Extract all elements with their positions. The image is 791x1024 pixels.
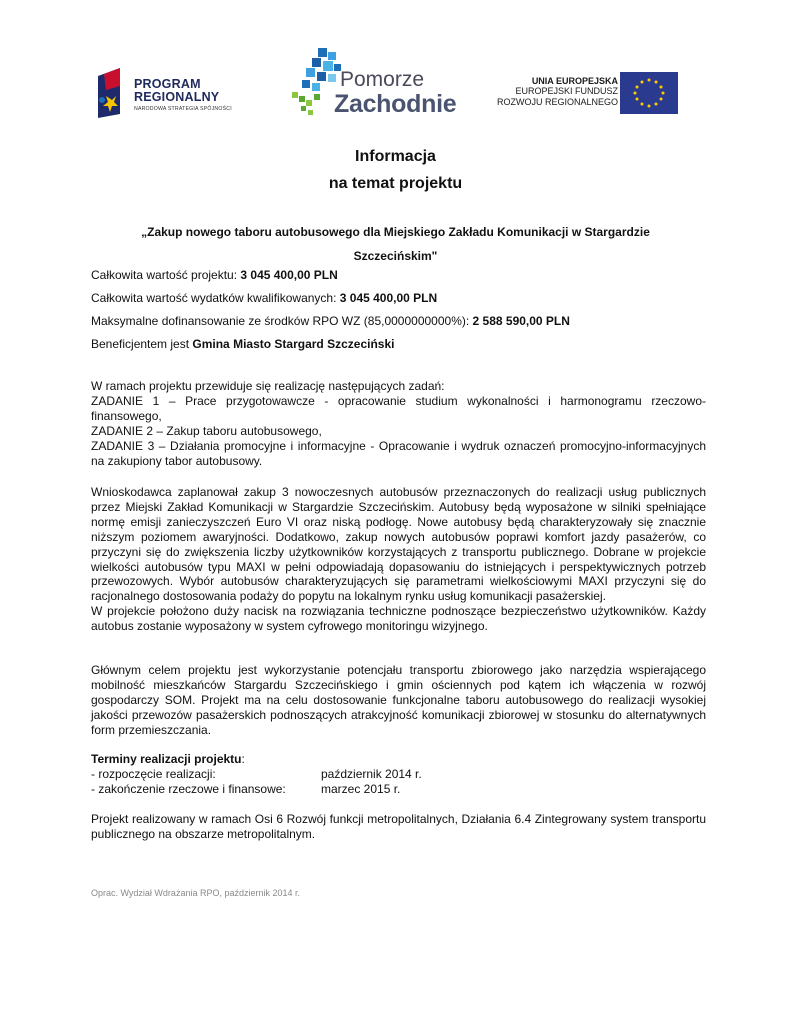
description-paragraph-1: Wnioskodawca zaplanował zakup 3 nowoczesnych autobusów przeznaczonych do realizacji usług publicznych przez Miejski Zakład Komunikacji w Stargardzie Szczecińskim. Autobusy będą wyposażone w silniki spełniające normę emisji zanieczyszczeń Euro VI oraz niską podłogę. Nowe autobusy będą charakteryzowały się znacznie niższym poziomem awaryjności. Dodatkowo, zakup nowych autobusów poprawi komfort jazdy pasażerów, co przyczyni się do zwiększenia liczby użytkowników korzystających z transportu publicznego. Dobrane w projekcie wielkości autobusów typu MAXI w pełni odpowiadają dopasowaniu do istniejących i perspektywicznych potrzeb przewozowych. Wybór autobusów charakteryzujących się parametrami wielkościowymi MAXI przyczyni się do racjonalnego dostosowania podaży do popytu na lokalnym rynku usług komunikacji pasażerskiej. [91, 485, 706, 604]
eu-line2: EUROPEJSKI FUNDUSZ [515, 86, 618, 96]
pomorze-line1: Pomorze [340, 68, 425, 91]
closing-section [91, 812, 706, 842]
program-line1: PROGRAM [134, 77, 201, 91]
eligible-value-label: Całkowita wartość wydatków kwalifikowanych: [91, 291, 340, 305]
cofund-line [91, 314, 570, 328]
eligible-value-line [91, 291, 437, 305]
term-start-value: październik 2014 r. [321, 766, 422, 781]
program-line3: NARODOWA STRATEGIA SPÓJNOŚCI [134, 106, 232, 112]
description-section [91, 485, 706, 634]
term-start-row [91, 767, 706, 782]
pomorze-line2: Zachodnie [334, 90, 457, 118]
beneficiary-value: Gmina Miasto Stargard Szczeciński [192, 337, 395, 351]
eligible-value: 3 045 400,00 PLN [339, 291, 438, 305]
eu-line3: ROZWOJU REGIONALNEGO [496, 96, 618, 107]
goal-section [91, 663, 706, 738]
program-regionalny-emblem-icon [94, 66, 128, 120]
eu-flag-icon [620, 72, 678, 114]
beneficiary-label: Beneficjentem jest [91, 337, 193, 351]
task-3: ZADANIE 3 – Działania promocyjne i informacyjne - Opracowanie i wydruk oznaczeń promocyjno-informacyjnych na zakupiony tabor autobusowy. [91, 438, 706, 468]
task-1: ZADANIE 1 – Prace przygotowawcze - opracowanie studium wykonalności i harmonogramu rzeczowo-finansowego, [91, 393, 706, 423]
page-title-line2: na temat projektu [328, 175, 463, 192]
program-regionalny-logo [94, 66, 254, 120]
beneficiary-line [91, 337, 394, 351]
program-line2: REGIONALNY [134, 90, 220, 104]
term-end-row [91, 782, 706, 797]
eu-line1: UNIA EUROPEJSKA [531, 76, 618, 86]
page-title-line1: Informacja [355, 148, 436, 165]
project-name: „Zakup nowego taboru autobusowego dla Miejskiego Zakładu Komunikacji w Stargardzie Szczecińskim" [141, 225, 650, 263]
tasks-section [91, 379, 706, 468]
total-value-line [91, 268, 338, 282]
task-2: ZADANIE 2 – Zakup taboru autobusowego, [91, 423, 322, 438]
term-end-value: marzec 2015 r. [321, 781, 401, 796]
pomorze-zachodnie-logo [288, 46, 458, 122]
eu-logo [488, 72, 678, 114]
total-value: 3 045 400,00 PLN [240, 268, 338, 282]
terms-heading: Terminy realizacji projektu [91, 752, 242, 766]
closing-paragraph: Projekt realizowany w ramach Osi 6 Rozwój funkcji metropolitalnych, Działania 6.4 Zintegrowany system transportu publicznego na obszarze metropolitalnym. [91, 812, 706, 841]
terms-section [91, 752, 706, 797]
cofund-label: Maksymalne dofinansowanie ze środków RPO WZ (85,0000000000%): [91, 314, 473, 328]
footer-note: Oprac. Wydział Wdrażania RPO, październik 2014 r. [91, 888, 301, 898]
tasks-intro: W ramach projektu przewiduje się realizację następujących zadań: [91, 379, 445, 393]
term-end-label: - zakończenie rzeczowe i finansowe: [91, 781, 286, 796]
goal-paragraph: Głównym celem projektu jest wykorzystanie potencjału transportu zbiorowego jako narzędzia wspierającego mobilność mieszkańców Stargardu Szczecińskiego i gmin ościennych pod kątem ich włączenia w rozwój gospodarczy SOM. Projekt ma na celu dostosowanie funkcjonalne taboru autobusowego do realizacji wysokiej jakości przewozów pasażerskich podnoszących atrakcyjność komunikacji zbiorowej w stosunku do alternatywnych form przemieszczania. [91, 663, 706, 737]
description-paragraph-2: W projekcie położono duży nacisk na rozwiązania techniczne podnoszące bezpieczeństwo użytkowników. Każdy autobus zostanie wyposażony w system cyfrowego monitoringu wizyjnego. [91, 604, 706, 634]
total-value-label: Całkowita wartość projektu: [91, 268, 241, 282]
term-start-label: - rozpoczęcie realizacji: [91, 766, 216, 781]
cofund-value: 2 588 590,00 PLN [472, 314, 570, 328]
terms-heading-colon: : [241, 752, 245, 766]
